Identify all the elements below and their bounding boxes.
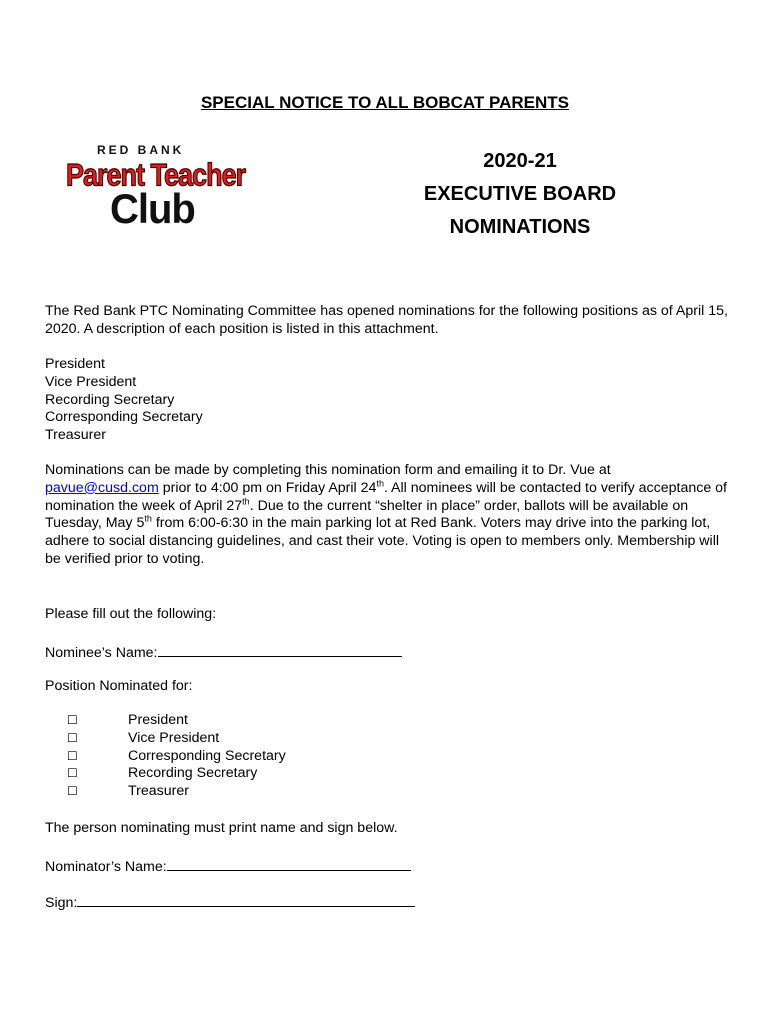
position-option-label: Corresponding Secretary [128,747,286,764]
nominator-name-label: Nominator’s Name: [45,859,167,875]
nominations-paragraph [45,462,735,569]
position-item: President [45,356,105,372]
position-option-label: Treasurer [128,783,189,800]
nominator-row [45,856,735,877]
nominations-text-4: . Due to the current “shelter in place” order, ballots will be available on Tuesday, May 5 [45,497,689,532]
position-option[interactable] [67,783,467,801]
signature-field[interactable] [77,892,415,907]
checkbox-icon[interactable]: ☐ [67,784,78,799]
position-option[interactable] [67,712,467,730]
sign-label: Sign: [45,895,78,911]
position-option[interactable] [67,730,467,748]
position-nominated-label: Position Nominated for: [45,678,193,694]
board-title [380,145,660,244]
position-item: Vice President [45,373,137,390]
board-title-year: 2020-21 [483,150,557,172]
nominee-name-field[interactable] [158,642,402,657]
position-option[interactable] [67,765,467,783]
logo-line-parent-teacher: Parent Teacher [66,158,246,193]
position-checklist [67,712,467,801]
position-option-label: President [128,712,188,728]
checkbox-icon[interactable]: ☐ [67,766,78,781]
ordinal-suffix: th [144,513,152,524]
nominee-row [45,642,735,663]
fill-prompt: Please fill out the following: [45,606,217,622]
board-title-nominations: NOMINATIONS [449,216,591,238]
nominator-name-field[interactable] [167,856,411,871]
intro-text: The Red Bank PTC Nominating Committee has opened nominations for the following positions as of April 15, 2020. A description of each position is listed in this attachment. [45,303,728,337]
position-option[interactable] [67,748,467,766]
notice-heading: SPECIAL NOTICE TO ALL BOBCAT PARENTS [200,93,570,112]
position-item: Corresponding Secretary [45,409,203,426]
nominations-text-1: Nominations can be made by completing this nomination form and emailing it to Dr. Vue at [45,462,611,478]
ptc-logo [66,140,246,235]
intro-paragraph [45,303,735,339]
ordinal-suffix: th [376,478,384,489]
position-item: Treasurer [45,427,106,444]
position-option-label: Recording Secretary [128,765,258,782]
checkbox-icon[interactable]: ☐ [67,713,78,727]
positions-list [45,356,735,445]
position-item: Recording Secretary [45,391,175,408]
email-link[interactable]: pavue@cusd.com [45,479,159,496]
logo-line-club: Club [110,186,195,233]
position-option-label: Vice President [128,729,220,746]
sign-row [45,892,735,913]
nominee-name-label: Nominee’s Name: [45,645,158,661]
nominations-text-2: prior to 4:00 pm on Friday April 24 [158,479,377,496]
board-title-executive: EXECUTIVE BOARD [423,183,617,205]
logo-line-red-bank: RED BANK [97,143,185,157]
ordinal-suffix: th [242,495,250,506]
nominations-text-3: . All nominees will be contacted to verify acceptance of nomination the week of April 27 [45,479,728,514]
nominations-text-5: from 6:00-6:30 in the main parking lot at Red Bank. Voters may drive into the parking lot, adhere to social distancing guidelines, and cast their vote. Voting is open to members only. Membership will be verified prior to voting. [45,515,720,567]
nominator-note: The person nominating must print name and sign below. [45,820,398,836]
checkbox-icon[interactable]: ☐ [67,748,78,763]
checkbox-icon[interactable]: ☐ [67,730,78,745]
